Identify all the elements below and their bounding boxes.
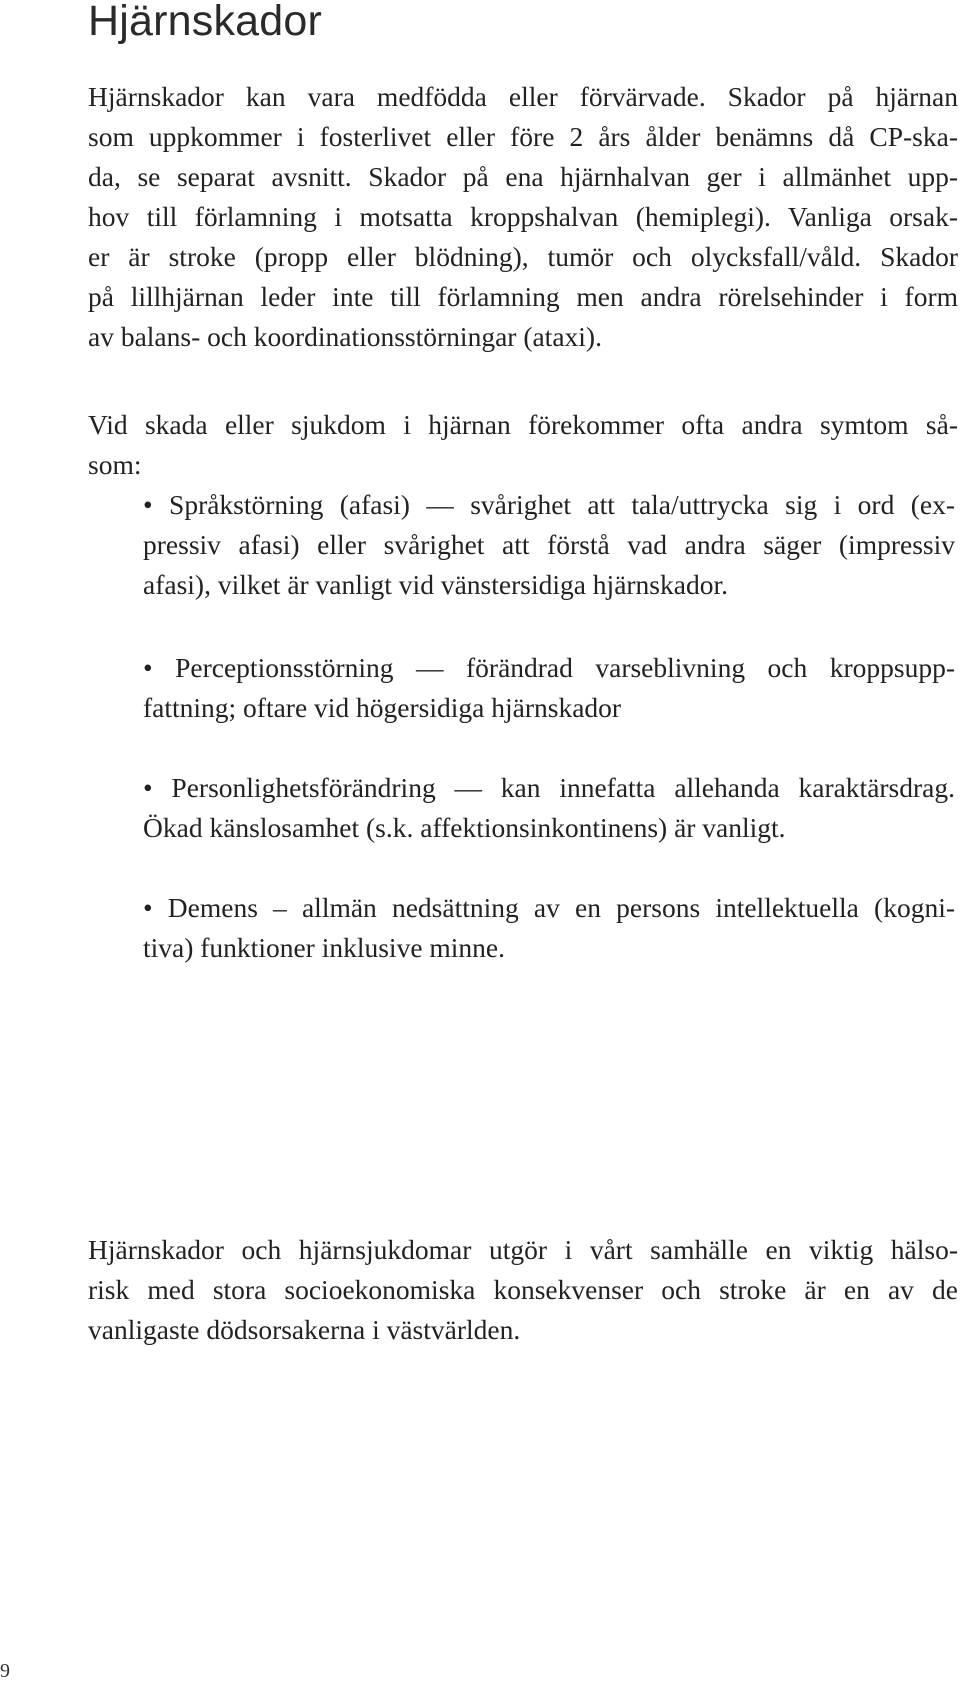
paragraph-line: vanligaste dödsorsakerna i västvärlden. [88, 1314, 521, 1345]
paragraph-line: Hjärnskador och hjärnsjukdomar utgör i vårt samhälle en viktig hälso- [88, 1234, 958, 1265]
list-item-perception-disorder [143, 648, 955, 728]
list-item-line: • Demens – allmän nedsättning av en persons intellektuella (kogni- [143, 892, 955, 923]
intro-paragraph [88, 77, 958, 357]
paragraph-line: er är stroke (propp eller blödning), tumör och olycksfall/våld. Skador [88, 241, 958, 272]
paragraph-line: risk med stora socioekonomiska konsekvenser och stroke är en av de [88, 1274, 958, 1305]
paragraph-line: Vid skada eller sjukdom i hjärnan förekommer ofta andra symtom så- [88, 409, 958, 440]
paragraph-line: som: [88, 449, 142, 480]
closing-paragraph [88, 1230, 958, 1350]
paragraph-line: som uppkommer i fosterlivet eller före 2 års ålder benämns då CP-ska- [88, 121, 958, 152]
list-item-line: • Perceptionsstörning — förändrad varseblivning och kroppsupp- [143, 652, 955, 683]
list-item-line: Ökad känslosamhet (s.k. affektionsinkontinens) är vanligt. [143, 812, 786, 843]
list-item-line: tiva) funktioner inklusive minne. [143, 932, 506, 963]
page-number: 9 [0, 1660, 10, 1682]
paragraph-line: av balans- och koordinationsstörningar (ataxi). [88, 321, 602, 352]
list-item-personality-change [143, 768, 955, 848]
list-item-line: afasi), vilket är vanligt vid vänstersidiga hjärnskador. [143, 569, 728, 600]
paragraph-line: da, se separat avsnitt. Skador på ena hjärnhalvan ger i allmänhet upp- [88, 161, 958, 192]
list-item-line: • Språkstörning (afasi) — svårighet att tala/uttrycka sig i ord (ex- [143, 489, 955, 520]
list-item-line: pressiv afasi) eller svårighet att förstå vad andra säger (impressiv [143, 529, 955, 560]
list-item-dementia [143, 888, 955, 968]
page-title: Hjärnskador [88, 0, 323, 45]
list-item-language-disorder [143, 485, 955, 605]
paragraph-line: Hjärnskador kan vara medfödda eller förvärvade. Skador på hjärnan [88, 81, 958, 112]
list-item-line: • Personlighetsförändring — kan innefatta allehanda karaktärsdrag. [143, 772, 955, 803]
list-item-line: fattning; oftare vid högersidiga hjärnskador [143, 692, 622, 723]
symptoms-intro-paragraph [88, 405, 958, 485]
paragraph-line: hov till förlamning i motsatta kroppshalvan (hemiplegi). Vanliga orsak- [88, 201, 958, 232]
paragraph-line: på lillhjärnan leder inte till förlamning men andra rörelsehinder i form [88, 281, 958, 312]
